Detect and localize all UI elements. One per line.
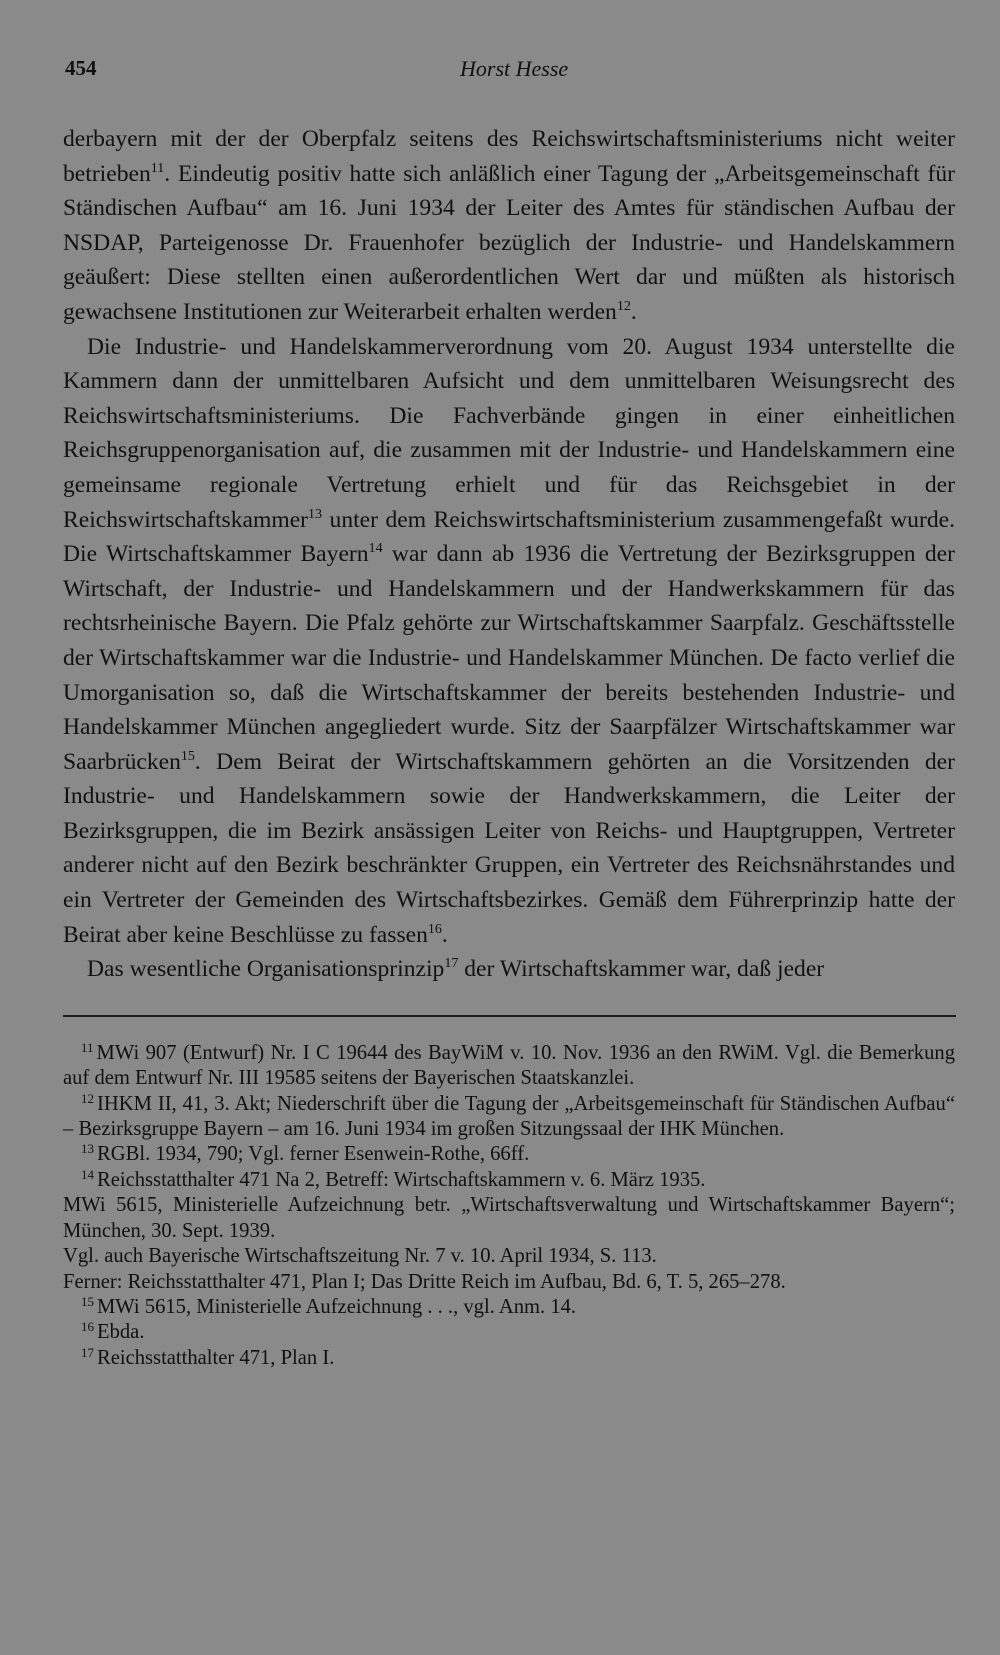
footnote-ref-15: 15 (180, 748, 195, 764)
footnote-number: 17 (81, 1344, 94, 1360)
footnote-number: 15 (81, 1293, 94, 1309)
footnote-15 (63, 1295, 955, 1320)
footnote-text: Vgl. auch Bayerische Wirtschaftszeitung Nr. 7 v. 10. April 1934, S. 113. (63, 1245, 657, 1268)
footnote-13 (63, 1142, 955, 1167)
paragraph-1-text-3: . (630, 298, 637, 325)
footnote-number: 11 (81, 1039, 94, 1055)
main-text (63, 122, 955, 987)
footnote-text: RGBl. 1934, 790; Vgl. ferner Esenwein-Rothe, 66ff. (97, 1143, 530, 1166)
footnote-text: MWi 5615, Ministerielle Aufzeichnung betr. „Wirtschaftsverwaltung und Wirtschaftskammer Bayern“; München, 30. Sept. 1939. (63, 1194, 955, 1242)
footnote-text: MWi 907 (Entwurf) Nr. I C 19644 des BayWiM v. 10. Nov. 1936 an den RWiM. Vgl. die Bemerkung auf dem Entwurf Nr. III 19585 seitens der Bayerischen Staatskanzlei. (63, 1041, 955, 1090)
paragraph-1-text-2: . Eindeutig positiv hatte sich anläßlich einer Tagung der „Arbeitsgemeinschaft für Ständischen Aufbau“ am 16. Juni 1934 der Leiter des Amtes für ständischen Aufbau der NSDAP, Parteigenosse Dr. Frauenhofer bezüglich der Industrie- und Handelskammern geäußert: Diese stellten einen außerordentlichen Wert dar und müßten als historisch gewachsene Institutionen zur Weiterarbeit erhalten werden (63, 160, 955, 325)
footnotes (63, 1041, 955, 1371)
footnote-divider (63, 1015, 956, 1017)
paragraph-2-text-1: Die Industrie- und Handelskammerverordnung vom 20. August 1934 unterstellte die Kammern dann der unmittelbaren Aufsicht und dem unmittelbaren Weisungsrecht des Reichswirtschaftsministeriums. Die Fachverbände gingen in einer einheitlichen Reichsgruppenorganisation auf, die zusammen mit der Industrie- und Handelskammern eine gemeinsame regionale Vertretung erhielt und für das Reichsgebiet in der Reichswirtschaftskammer (63, 333, 955, 533)
footnote-17 (63, 1346, 955, 1371)
page-number: 454 (65, 56, 97, 80)
paragraph-3-text-1: Das wesentliche Organisationsprinzip (87, 956, 445, 983)
footnote-14 (63, 1168, 955, 1193)
footnote-ref-14: 14 (368, 541, 383, 557)
footnote-ref-16: 16 (427, 921, 442, 937)
footnote-14-continuation (63, 1193, 955, 1244)
footnote-text: Ferner: Reichsstatthalter 471, Plan I; Das Dritte Reich im Aufbau, Bd. 6, T. 5, 265–278. (63, 1270, 786, 1293)
running-head: Horst Hesse (460, 56, 569, 81)
paragraph-3 (63, 952, 955, 987)
paragraph-2-text-2: unter dem Reichswirtschaftsministerium zusammengefaßt wurde. Die Wirtschaftskammer Bayern (63, 506, 955, 568)
footnote-number: 12 (81, 1090, 94, 1106)
book-page (63, 48, 955, 1371)
footnote-ref-11: 11 (150, 160, 165, 176)
footnote-16 (63, 1320, 955, 1345)
paragraph-1 (63, 122, 955, 330)
footnote-11 (63, 1041, 955, 1092)
paragraph-2 (63, 330, 955, 953)
page-header (63, 48, 955, 88)
footnote-text: IHKM II, 41, 3. Akt; Niederschrift über die Tagung der „Arbeitsgemeinschaft für Ständischen Aufbau“ – Bezirksgruppe Bayern – am 16. Juni 1934 im großen Sitzungssaal der IHK München. (63, 1092, 955, 1141)
footnote-ref-12: 12 (616, 298, 631, 314)
footnote-text: Ebda. (97, 1321, 145, 1344)
paragraph-2-text-5: . (441, 921, 448, 948)
footnote-12 (63, 1092, 955, 1143)
paragraph-3-text-2: der Wirtschaftskammer war, daß jeder (458, 956, 825, 983)
footnote-number: 13 (81, 1141, 94, 1157)
footnote-14-continuation (63, 1270, 955, 1295)
footnote-text: Reichsstatthalter 471, Plan I. (97, 1346, 335, 1369)
footnote-text: Reichsstatthalter 471 Na 2, Betreff: Wirtschaftskammern v. 6. März 1935. (97, 1168, 706, 1191)
footnote-ref-17: 17 (444, 956, 459, 972)
footnote-number: 14 (81, 1166, 94, 1182)
paragraph-2-text-4: . Dem Beirat der Wirtschaftskammern gehörten an die Vorsitzenden der Industrie- und Handelskammern sowie der Handwerkskammern, die Leiter der Bezirksgruppen, die im Bezirk ansässigen Leiter von Reichs- und Hauptgruppen, Vertreter anderer nicht auf den Bezirk beschränkter Gruppen, ein Vertreter des Reichsnährstandes und ein Vertreter der Gemeinden des Wirtschaftsbezirkes. Gemäß dem Führerprinzip hatte der Beirat aber keine Beschlüsse zu fassen (63, 748, 955, 948)
paragraph-1-text-1: derbayern mit der der Oberpfalz seitens des Reichswirtschaftsministeriums nicht weiter betrieben (63, 126, 955, 187)
paragraph-2-text-3: war dann ab 1936 die Vertretung der Bezirksgruppen der Wirtschaft, der Industrie- und Handelskammern und der Handwerkskammern für das rechtsrheinische Bayern. Die Pfalz gehörte zur Wirtschaftskammer Saarpfalz. Geschäftsstelle der Wirtschaftskammer war die Industrie- und Handelskammer München. De facto verlief die Umorganisation so, daß die Wirtschaftskammer der bereits bestehenden Industrie- und Handelskammer München angegliedert wurde. Sitz der Saarpfälzer Wirtschaftskammer war Saarbrücken (63, 541, 955, 775)
footnote-14-continuation (63, 1244, 955, 1269)
footnote-ref-13: 13 (308, 506, 323, 522)
footnote-text: MWi 5615, Ministerielle Aufzeichnung . . ., vgl. Anm. 14. (97, 1295, 577, 1318)
footnote-number: 16 (81, 1319, 94, 1335)
